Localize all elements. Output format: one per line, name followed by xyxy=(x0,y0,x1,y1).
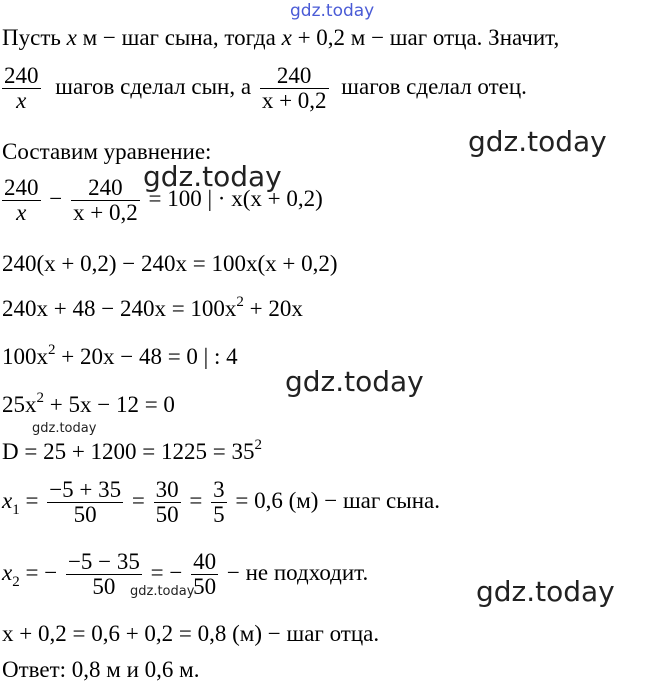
equation-2: 240(x + 0,2) − 240x = 100x(x + 0,2) xyxy=(2,251,338,276)
equation-1: $\frac{240}{x}$ − $\frac{240}{x + 0,2}$ = 100 | · x(x + 0,2) xyxy=(4,175,323,226)
watermark-1: gdz.today xyxy=(468,125,607,158)
watermark-3: gdz.today xyxy=(285,365,424,398)
compose-line: Составим уравнение: xyxy=(2,139,212,164)
watermark-2: gdz.today xyxy=(143,160,282,193)
watermark-6: gdz.today xyxy=(130,584,195,599)
watermark-top: gdz.today xyxy=(290,1,375,21)
discriminant: $D = 25 + 1200 = 1225 = 35^2$ xyxy=(2,437,262,464)
root-x2: $x_2$ = − $\frac{-5 - 35}{50}$ = − $\frac{40}{50}$ − не подходит. xyxy=(2,549,369,600)
steps-line: $\frac{240}{x}$ шагов сделал сын, а $\frac{240}{x + 0,2}$ шагов сделал отец. xyxy=(4,63,527,114)
intro-line: Пусть x м − шаг сына, тогда x + 0,2 м − шаг отца. Значит, xyxy=(2,25,560,50)
root-x1: $x_1$ = $\frac{-5 + 35}{50}$ = $\frac{30}{50}$ = $\frac{3}{5}$ = 0,6 (м) − шаг сына. xyxy=(2,477,440,528)
watermark-4: gdz.today xyxy=(32,421,97,436)
fraction-240-x: $\frac{240}{x}$ xyxy=(4,63,39,114)
equation-3: $240x + 48 - 240x = 100x^2 + 20x$ xyxy=(2,294,303,321)
answer: Ответ: 0,8 м и 0,6 м. xyxy=(2,657,200,682)
equation-4: $100x^2 + 20x - 48 = 0$ | : 4 xyxy=(2,342,238,369)
equation-5: $25x^2 + 5x - 12 = 0$ xyxy=(2,390,175,417)
watermark-5: gdz.today xyxy=(476,575,615,608)
fraction-240-x02: $\frac{240}{x + 0,2}$ xyxy=(261,63,327,114)
father-step-calc: x + 0,2 = 0,6 + 0,2 = 0,8 (м) − шаг отца. xyxy=(2,621,380,646)
